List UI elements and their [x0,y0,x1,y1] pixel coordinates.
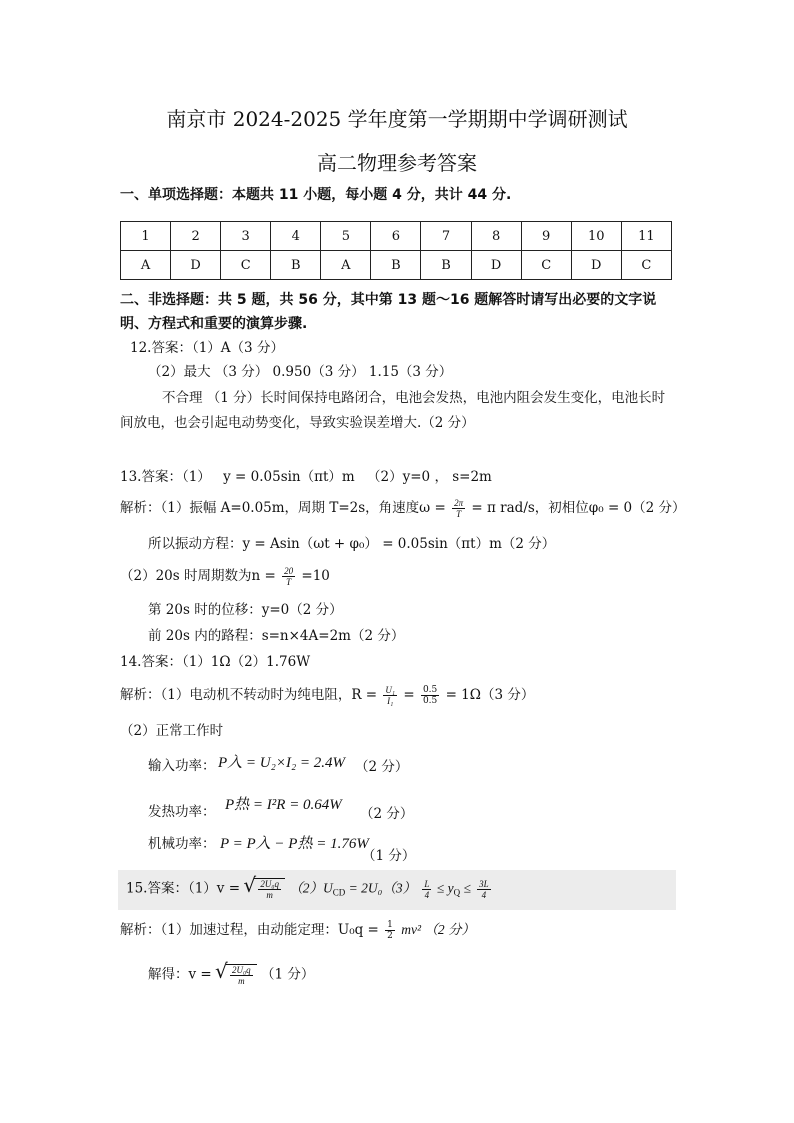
answer-cell: B [371,251,421,280]
q13-analysis-text2: = π rad/s，初相位φ₀ = 0（2 分） [471,500,686,516]
period-numerator: 20 [284,566,294,576]
answer-cell: C [621,251,671,280]
q13-analysis-text: 解析：（1）振幅 A=0.05m，周期 T=2s，角速度ω = [120,500,446,516]
question-number-cell: 1 [121,222,171,251]
q12-answer: 12.答案：（1）A（3 分） [130,340,284,356]
q15-solve-text: 解得：v = [148,966,212,983]
q12-explain-line2: 间放电，也会引起电动势变化，导致实验误差增大.（2 分） [120,415,475,431]
q15-velocity-sqrt [254,878,285,900]
answer-cell: A [321,251,371,280]
q14-heat-power-equation: P热 = I²R = 0.64W [225,797,342,813]
q14-part2: （2）正常工作时 [120,723,224,739]
q15-ucd-subscript: CD [332,887,346,898]
question-number-cell: 5 [321,222,371,251]
q13-answer-part2: （2）y=0 ， s=2m [367,469,492,485]
document-subtitle: 高二物理参考答案 [317,151,477,175]
period-fraction [282,566,295,587]
r-value-denominator: 0.5 [422,696,438,706]
question-number-row [121,222,672,251]
q12-part2: （2）最大 （3 分） 0.950（3 分） 1.15（3 分） [148,364,453,380]
document-title: 南京市 2024-2025 学年度第一学期期中学调研测试 [166,107,628,131]
q13-answer [120,467,492,487]
q14-heat-power-score: （2 分） [360,806,414,822]
answer-cell: D [171,251,221,280]
r-value-numerator: 0.5 [422,685,438,695]
r-value-fraction [421,685,439,706]
q15-lower-bound [422,879,431,900]
question-number-cell: 11 [621,222,671,251]
q15-solve-fraction [230,965,253,986]
q13-path: 前 20s 内的路程：s=n×4A=2m（2 分） [148,628,405,644]
q15-half-fraction [385,920,395,941]
q15-leq: ≤ [460,880,471,896]
q14-heat-power-label: 发热功率： [148,804,216,820]
q13-answer-prefix: 13.答案：（1） [120,469,211,485]
q15-analysis-text: 解析：（1）加速过程，由动能定理：U₀q = [120,922,379,938]
q14-mech-power-equation: P = P入 − P热 = 1.76W [220,836,369,852]
q15-solve-sqrt [226,964,257,986]
answer-cell: D [571,251,621,280]
q15-solve-numerator: √ 2U₀q [232,965,251,975]
question-number-cell: 10 [571,222,621,251]
q15-solve [148,964,314,986]
q13-period-text: （2）20s 时周期数为n = [120,568,276,584]
q15-yq-subscript: Q [453,887,461,898]
question-number-cell: 4 [271,222,321,251]
q15-analysis-result: mv² （2 分） [401,922,475,937]
question-number-cell: 7 [421,222,471,251]
omega-denominator: T [456,509,462,519]
section2-heading-line1: 二、非选择题：共 5 题，共 56 分，其中第 13 题～16 题解答时请写出必要的文字说 [120,292,657,308]
omega-numerator: 2π [454,498,464,508]
q13-period [120,566,330,587]
answer-cell: C [221,251,271,280]
q15-analysis [120,920,475,941]
answer-cell: A [121,251,171,280]
r-numerator: U₁ [385,685,396,695]
q15-yq-label: ≤ y [433,880,454,896]
q14-mech-power-score: （1 分） [362,848,416,864]
r-equals: = [403,687,415,703]
q13-answer-equation: y = 0.05sin（πt）m [223,469,355,485]
q13-displacement: 第 20s 时的位移：y=0（2 分） [148,602,343,618]
q15-lower-denominator: 4 [424,889,430,900]
q15-velocity-fraction [258,879,281,900]
section1-heading: 一、单项选择题：本题共 11 小题，每小题 4 分，共计 44 分. [120,187,512,203]
r-denominator: I₁ [387,696,394,706]
answer-row [121,251,672,280]
q15-velocity-numerator: √ 2U₀q [260,879,279,889]
q14-mech-power-label: 机械功率： [148,836,216,852]
q15-upper-bound [477,879,491,900]
omega-fraction [452,498,465,519]
question-number-cell: 8 [471,222,521,251]
q15-velocity-denominator: m [266,890,273,900]
q12-explain-line1: 不合理 （1 分）长时间保持电路闭合，电池会发热，电池内阻会发生变化，电池长时 [162,390,666,406]
q15-upper-numerator: 3L [479,878,489,889]
answer-cell: D [471,251,521,280]
question-number-cell: 3 [221,222,271,251]
period-denominator: T [286,577,292,587]
q14-input-power-equation: P入 = U₂×I₂ = 2.4W [218,755,346,771]
q14-answer: 14.答案：（1）1Ω（2）1.76W [120,654,311,670]
q14-analysis [120,685,534,706]
q15-solve-denominator: m [238,976,245,986]
r-fraction [383,685,397,706]
question-number-cell: 2 [171,222,221,251]
answer-cell: C [521,251,571,280]
q14-input-power-score: （2 分） [355,759,409,775]
answer-cell: B [421,251,471,280]
q15-half-denominator: 2 [387,931,393,941]
answer-cell: B [271,251,321,280]
question-number-cell: 9 [521,222,571,251]
q15-ucd-label: （2）U [289,880,333,896]
q15-half-numerator: 1 [387,920,393,930]
q15-ucd-value: = 2U₀（3） [345,880,417,896]
q14-analysis-result: = 1Ω（3 分） [445,687,535,703]
answer-table [120,221,672,280]
q15-solve-score: （1 分） [260,966,315,983]
q13-analysis [120,498,686,519]
q14-input-power-label: 输入功率： [148,758,216,774]
q15-answer [126,878,493,903]
q15-answer-prefix: 15.答案：（1）v = [126,880,241,897]
q13-equation-line: 所以振动方程：y = Asin（ωt + φ₀） = 0.05sin（πt）m（2 分） [148,536,556,552]
q15-lower-numerator: L [424,878,430,889]
section2-heading-line2: 明、方程式和重要的演算步骤. [120,316,308,332]
q14-analysis-text: 解析：（1）电动机不转动时为纯电阻，R = [120,687,378,703]
question-number-cell: 6 [371,222,421,251]
q13-period-result: =10 [301,568,330,584]
q15-upper-denominator: 4 [481,889,487,900]
